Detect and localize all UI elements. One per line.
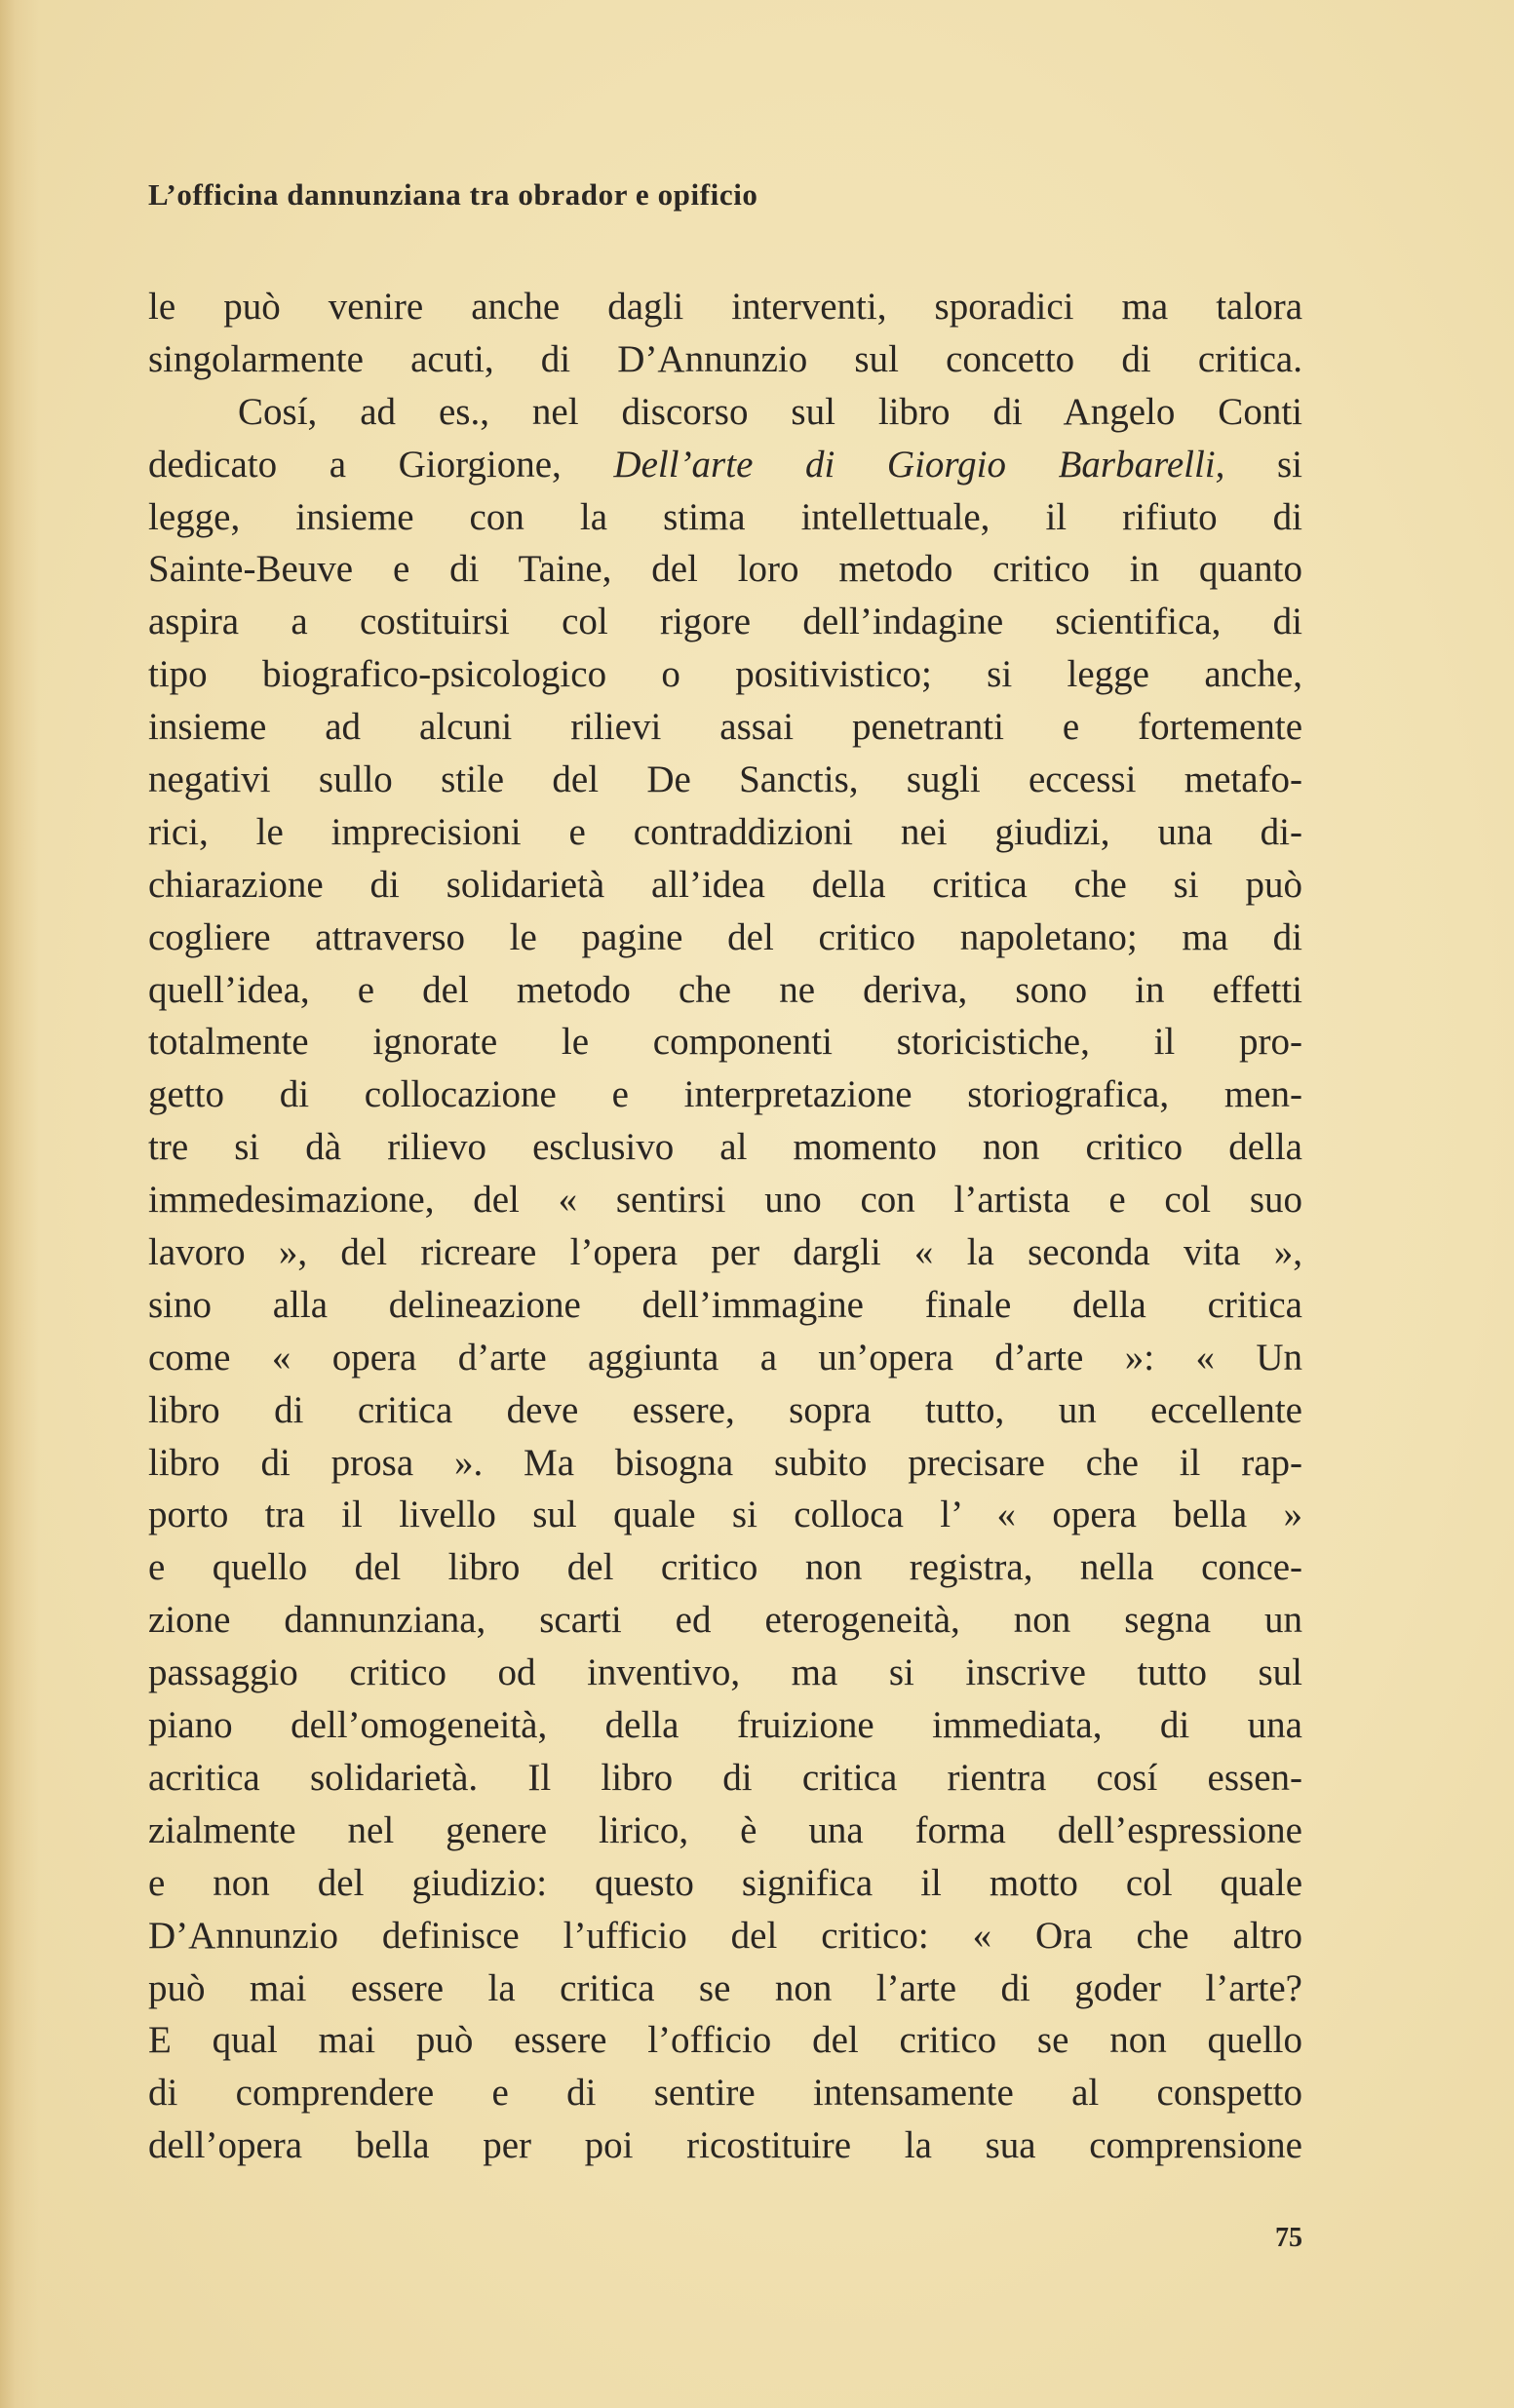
text-line: e non del giudizio: questo significa il motto col quale [148, 1861, 1302, 1904]
text-line: Cosí, ad es., nel discorso sul libro di Angelo Conti [238, 390, 1302, 433]
text-run: dedicato a Giorgione, [148, 443, 562, 485]
text-line: lavoro », del ricreare l’opera per dargli « la seconda vita », [148, 1231, 1302, 1274]
text-run: si [1277, 443, 1302, 485]
text-line: quell’idea, e del metodo che ne deriva, sono in effetti [148, 968, 1302, 1011]
text-line: piano dell’omogeneità, della fruizione immediata, di una [148, 1704, 1302, 1747]
text-line: passaggio critico od inventivo, ma si inscrive tutto sul [148, 1651, 1302, 1694]
text-line: immedesimazione, del « sentirsi uno con l’artista e col suo [148, 1179, 1302, 1222]
text-line: e quello del libro del critico non registra, nella conce- [148, 1546, 1302, 1589]
page-spine-shadow [0, 0, 39, 2408]
text-line: acritica solidarietà. Il libro di critica rientra cosí essen- [148, 1756, 1302, 1799]
text-line: cogliere attraverso le pagine del critico napoletano; ma di [148, 915, 1302, 958]
text-line: tre si dà rilievo esclusivo al momento non critico della [148, 1126, 1302, 1169]
book-title: Dell’arte di Giorgio Barbarelli, [613, 443, 1225, 485]
text-line: dell’opera bella per poi ricostituire la sua comprensione [148, 2124, 1302, 2167]
text-line: E qual mai può essere l’officio del critico se non quello [148, 2019, 1302, 2062]
text-line: libro di prosa ». Ma bisogna subito precisare che il rap- [148, 1441, 1302, 1484]
text-line: getto di collocazione e interpretazione storiografica, men- [148, 1073, 1302, 1116]
text-line: tipo biografico-psicologico o positivistico; si legge anche, [148, 653, 1302, 696]
running-head: L’officina dannunziana tra obrador e opificio [148, 177, 758, 212]
page-number: 75 [1275, 2223, 1302, 2253]
text-line: zialmente nel genere lirico, è una forma dell’espressione [148, 1808, 1302, 1851]
text-line: rici, le imprecisioni e contraddizioni nei giudizi, una di- [148, 810, 1302, 853]
text-line: come « opera d’arte aggiunta a un’opera d’arte »: « Un [148, 1336, 1302, 1379]
text-line [148, 439, 1302, 491]
text-line: di comprendere e di sentire intensamente al conspetto [148, 2072, 1302, 2115]
text-line: legge, insieme con la stima intellettuale, il rifiuto di [148, 495, 1302, 538]
text-line: sino alla delineazione dell’immagine finale della critica [148, 1283, 1302, 1326]
text-line: libro di critica deve essere, sopra tutto, un eccellente [148, 1388, 1302, 1431]
text-line: negativi sullo stile del De Sanctis, sugli eccessi metafo- [148, 758, 1302, 801]
text-line: singolarmente acuti, di D’Annunzio sul concetto di critica. [148, 337, 1302, 380]
text-line: porto tra il livello sul quale si colloca l’ « opera bella » [148, 1494, 1302, 1536]
body-text [148, 281, 1302, 2172]
text-line: Sainte-Beuve e di Taine, del loro metodo critico in quanto [148, 548, 1302, 591]
text-line: insieme ad alcuni rilievi assai penetranti e fortemente [148, 706, 1302, 749]
text-line: D’Annunzio definisce l’ufficio del critico: « Ora che altro [148, 1914, 1302, 1957]
text-line: zione dannunziana, scarti ed eterogeneità, non segna un [148, 1599, 1302, 1642]
text-line: può mai essere la critica se non l’arte di goder l’arte? [148, 1966, 1302, 2009]
text-line: totalmente ignorate le componenti storicistiche, il pro- [148, 1021, 1302, 1064]
text-line: aspira a costituirsi col rigore dell’indagine scientifica, di [148, 601, 1302, 643]
text-line: chiarazione di solidarietà all’idea della critica che si può [148, 863, 1302, 906]
text-line: le può venire anche dagli interventi, sporadici ma talora [148, 286, 1302, 328]
